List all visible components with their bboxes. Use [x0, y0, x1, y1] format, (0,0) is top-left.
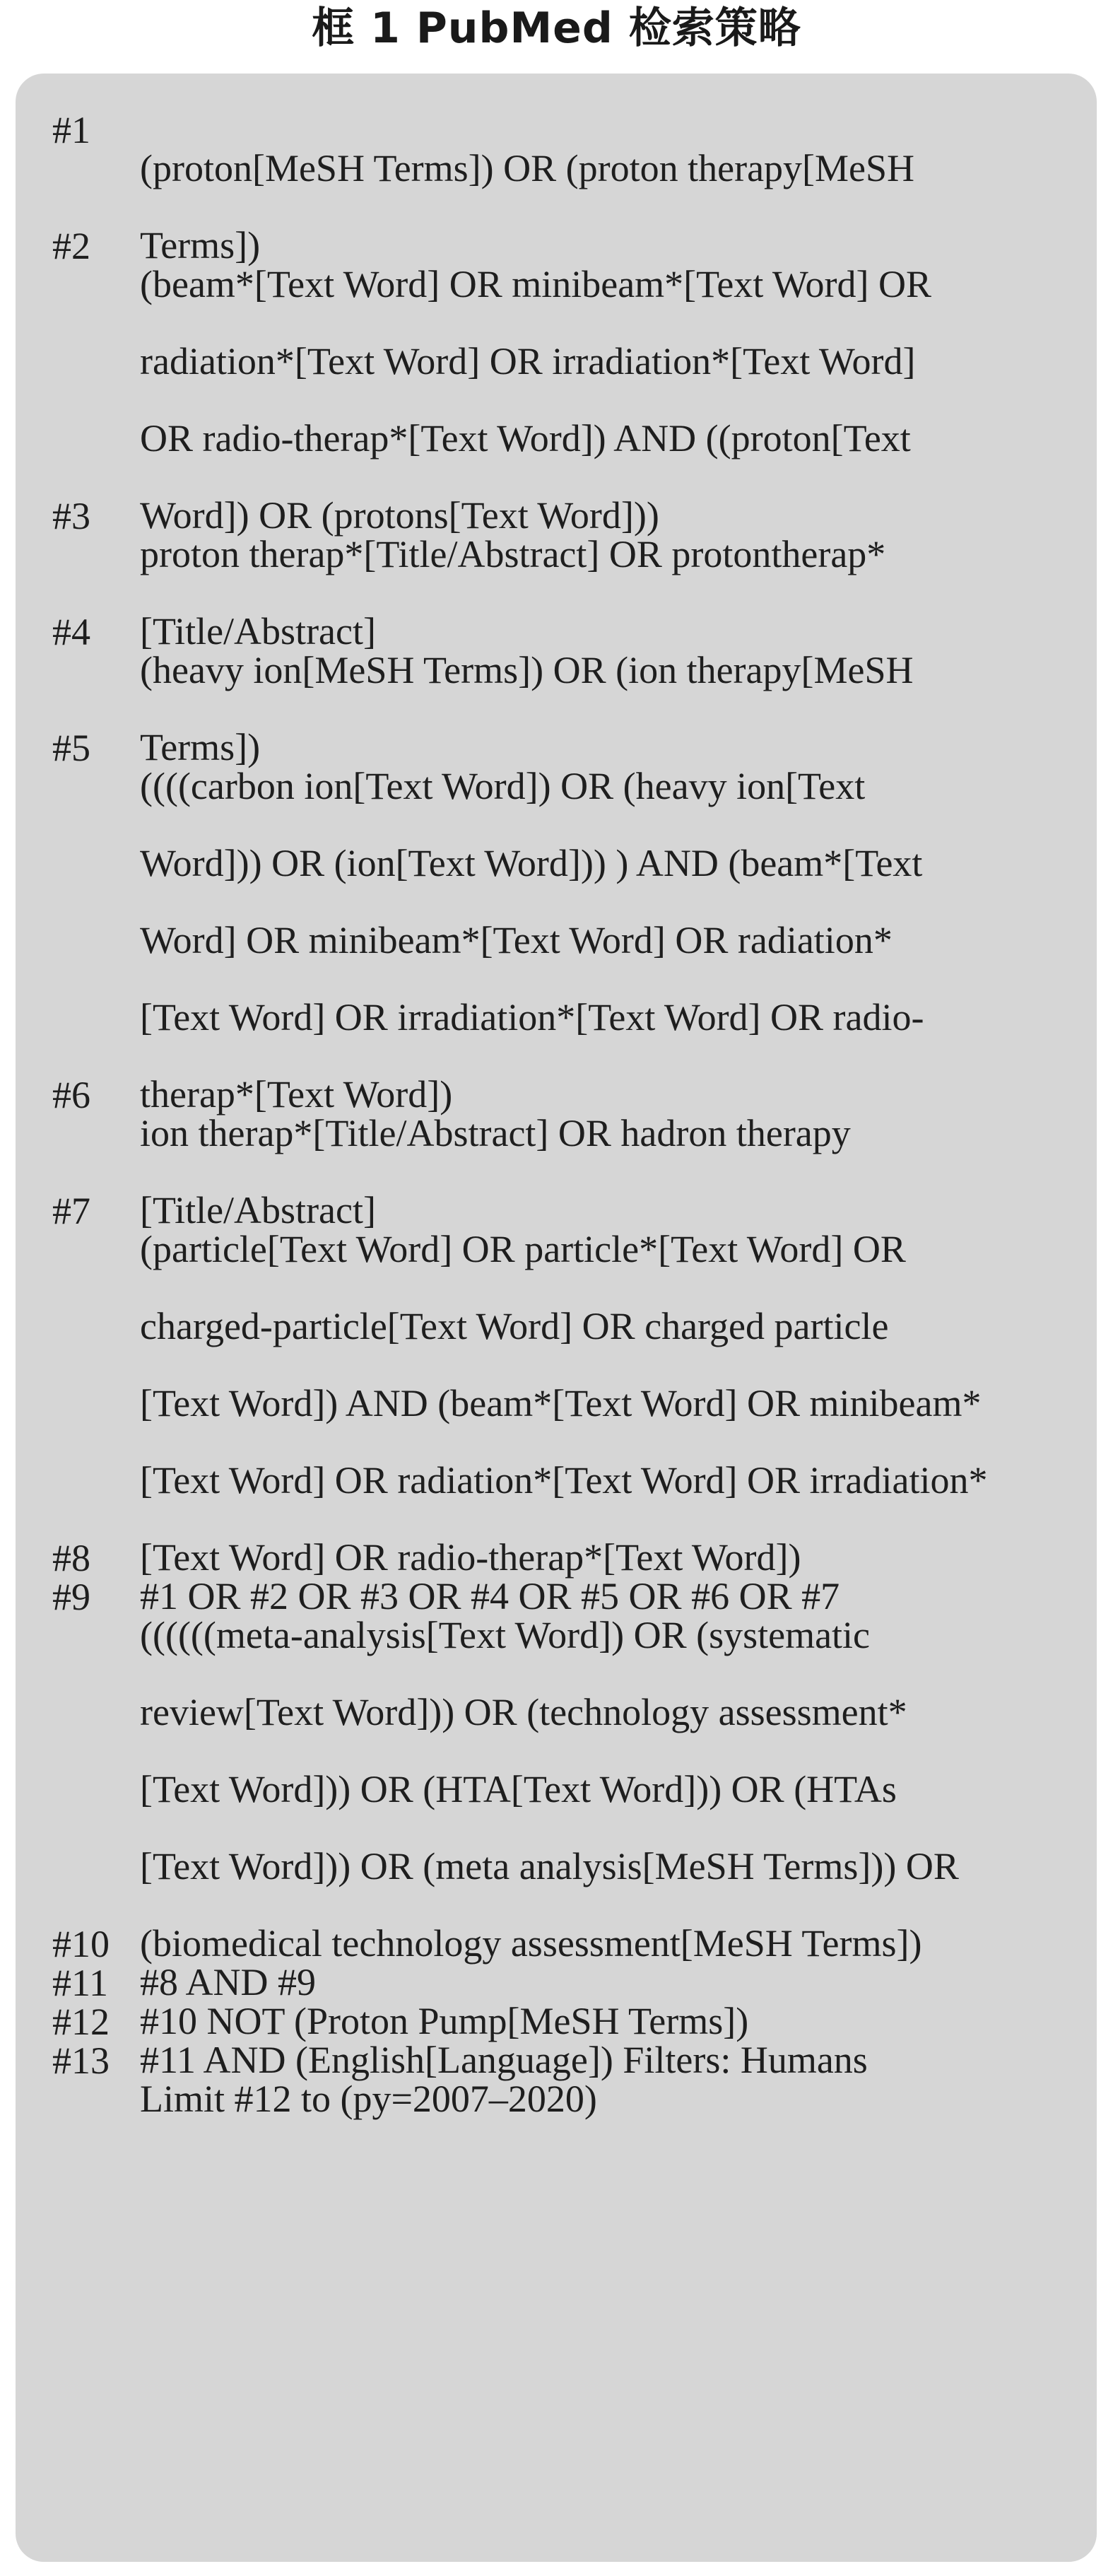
box-title: 框 1 PubMed 检索策略 [312, 4, 801, 53]
strategy-row-number: #8 [52, 1537, 90, 1579]
strategy-row-number: #13 [52, 2039, 110, 2082]
query-line: #1 OR #2 OR #3 OR #4 OR #5 OR #6 OR #7 [140, 1575, 840, 1617]
strategy-row-number: #10 [52, 1923, 110, 1965]
strategy-row-number: #1 [52, 109, 90, 151]
query-line: [Text Word] OR radio-therap*[Text Word]) [140, 1536, 801, 1579]
query-line: (particle[Text Word] OR particle*[Text Word] OR [140, 1228, 906, 1270]
query-line: (biomedical technology assessment[MeSH Terms]) [140, 1922, 922, 1965]
query-line: review[Text Word])) OR (technology assessment* [140, 1691, 907, 1733]
strategy-row-number: #9 [52, 1576, 90, 1618]
query-line: [Text Word] OR radiation*[Text Word] OR irradiation* [140, 1459, 988, 1501]
strategy-row-number: #2 [52, 225, 90, 267]
strategy-row-query [140, 2061, 1073, 2138]
strategy-row-number: #5 [52, 727, 90, 769]
query-line: (heavy ion[MeSH Terms]) OR (ion therapy[MeSH [140, 649, 914, 691]
strategy-row-query [140, 1597, 1073, 1982]
query-line: ion therap*[Title/Abstract] OR hadron therapy [140, 1112, 851, 1154]
query-line: Terms]) [140, 224, 261, 267]
strategy-row-number: #6 [52, 1074, 90, 1116]
strategy-row-number: #11 [52, 1962, 108, 2004]
query-line: Word])) OR (ion[Text Word])) ) AND (beam*[Text [140, 842, 923, 884]
query-line: Limit #12 to (py=2007–2020) [140, 2078, 597, 2120]
strategy-row-query [140, 246, 1073, 554]
query-line: ((((carbon ion[Text Word]) OR (heavy ion[Text [140, 765, 866, 807]
query-line: radiation*[Text Word] OR irradiation*[Text Word] [140, 340, 916, 382]
query-line: (beam*[Text Word] OR minibeam*[Text Word] OR [140, 263, 931, 305]
query-line: [Title/Abstract] [140, 1189, 376, 1231]
query-line: (proton[MeSH Terms]) OR (proton therapy[MeSH [140, 147, 915, 189]
strategy-row-number: #3 [52, 495, 90, 537]
query-line: [Text Word] OR irradiation*[Text Word] OR radio- [140, 996, 924, 1038]
query-line: OR radio-therap*[Text Word]) AND ((proton[Text [140, 417, 911, 459]
query-line: [Text Word]) AND (beam*[Text Word] OR minibeam* [140, 1382, 982, 1424]
search-strategy-list [0, 109, 1113, 2120]
query-line: therap*[Text Word]) [140, 1073, 453, 1116]
strategy-row-query [140, 1211, 1073, 1596]
query-line: Word]) OR (protons[Text Word])) [140, 494, 659, 537]
query-line: proton therap*[Title/Abstract] OR protontherap* [140, 533, 886, 575]
strategy-row-query [140, 748, 1073, 1133]
query-line: charged-particle[Text Word] OR charged particle [140, 1305, 889, 1347]
query-line: Terms]) [140, 726, 261, 768]
query-line: #10 NOT (Proton Pump[MeSH Terms]) [140, 2000, 749, 2042]
query-line: #11 AND (English[Language]) Filters: Humans [140, 2039, 868, 2081]
query-line: Word] OR minibeam*[Text Word] OR radiation* [140, 919, 893, 961]
query-line: ((((((meta-analysis[Text Word]) OR (systematic [140, 1614, 871, 1656]
query-line: [Text Word])) OR (HTA[Text Word])) OR (HTAs [140, 1768, 897, 1810]
query-line: #8 AND #9 [140, 1961, 317, 2003]
strategy-row-number: #4 [52, 611, 90, 653]
query-line: [Title/Abstract] [140, 610, 376, 652]
strategy-row-number: #12 [52, 2001, 110, 2043]
strategy-row-number: #7 [52, 1190, 90, 1232]
query-line: [Text Word])) OR (meta analysis[MeSH Terms])) OR [140, 1845, 959, 1887]
